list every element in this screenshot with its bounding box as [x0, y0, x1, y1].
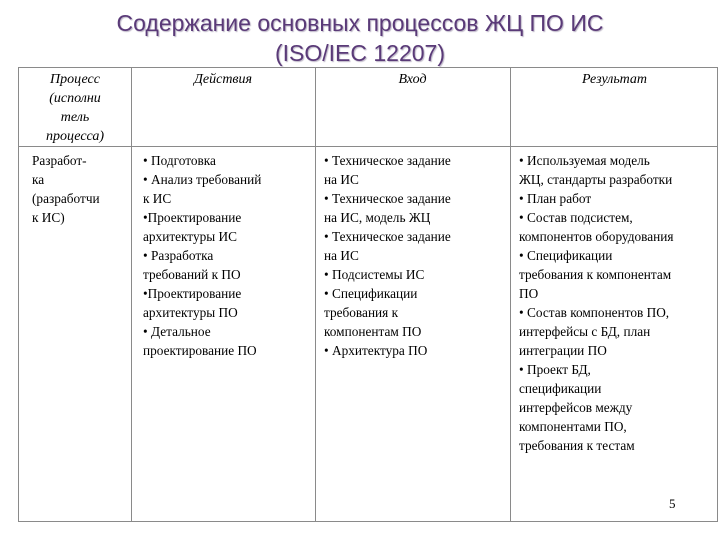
column-divider [315, 68, 316, 521]
header-process [19, 70, 131, 146]
cell-process-line: ка [32, 172, 45, 187]
result-line: спецификации [519, 381, 602, 396]
input-line: на ИС [324, 248, 359, 263]
result-line: • План работ [519, 191, 592, 206]
result-line: компонентами ПО, [519, 419, 627, 434]
column-divider [131, 68, 132, 521]
result-line: • Состав компонентов ПО, [519, 305, 670, 320]
actions-line: архитектуры ИС [143, 229, 237, 244]
actions-line: проектирование ПО [143, 343, 257, 358]
result-line: компонентов оборудования [519, 229, 674, 244]
column-divider [510, 68, 511, 521]
input-line: • Архитектура ПО [324, 343, 428, 358]
actions-line: требований к ПО [143, 267, 241, 282]
header-process-line: тель [60, 110, 90, 125]
slide-title-line1: Содержание основных процессов ЖЦ ПО ИС [116, 10, 604, 36]
actions-line: • Разработка [143, 248, 214, 263]
header-process-line: Процесс [50, 72, 100, 87]
process-table [18, 67, 718, 522]
header-input: Вход [398, 72, 427, 87]
result-line: • Состав подсистем, [519, 210, 633, 225]
actions-line: • Детальное [143, 324, 211, 339]
cell-actions [143, 151, 313, 360]
input-line: на ИС, модель ЖЦ [324, 210, 431, 225]
header-actions: Действия [193, 72, 253, 87]
actions-line: архитектуры ПО [143, 305, 238, 320]
header-process-line: процесса) [45, 129, 105, 144]
result-line: • Проект БД, [519, 362, 591, 377]
result-line: • Используемая модель [519, 153, 650, 168]
input-line: компонентам ПО [324, 324, 422, 339]
input-line: • Спецификации [324, 286, 418, 301]
actions-line: • Подготовка [143, 153, 216, 168]
actions-line: • Анализ требований [143, 172, 262, 187]
input-line: требования к [324, 305, 399, 320]
input-line: на ИС [324, 172, 359, 187]
result-line: интеграции ПО [519, 343, 607, 358]
cell-process [32, 151, 130, 227]
actions-line: •Проектирование [143, 210, 242, 225]
slide-title-line2: (ISO/IEC 12207) [274, 40, 446, 66]
page-number: 5 [669, 496, 676, 511]
cell-result [519, 151, 717, 455]
actions-line: к ИС [143, 191, 172, 206]
cell-process-line: (разработчи [32, 191, 100, 206]
slide-title [0, 8, 720, 68]
header-process-line: (исполни [49, 91, 101, 106]
input-line: • Техническое задание [324, 229, 451, 244]
header-result: Результат [582, 72, 647, 87]
result-line: ЖЦ, стандарты разработки [519, 172, 673, 187]
cell-process-line: Разработ- [32, 153, 87, 168]
result-line: требования к компонентам [519, 267, 672, 282]
input-line: • Подсистемы ИС [324, 267, 425, 282]
actions-line: •Проектирование [143, 286, 242, 301]
input-line: • Техническое задание [324, 191, 451, 206]
input-line: • Техническое задание [324, 153, 451, 168]
result-line: • Спецификации [519, 248, 613, 263]
cell-input [324, 151, 509, 360]
result-line: интерфейсов между [519, 400, 633, 415]
result-line: требования к тестам [519, 438, 635, 453]
header-divider [19, 146, 717, 147]
result-line: ПО [519, 286, 539, 301]
cell-process-line: к ИС) [32, 210, 65, 225]
result-line: интерфейсы с БД, план [519, 324, 651, 339]
